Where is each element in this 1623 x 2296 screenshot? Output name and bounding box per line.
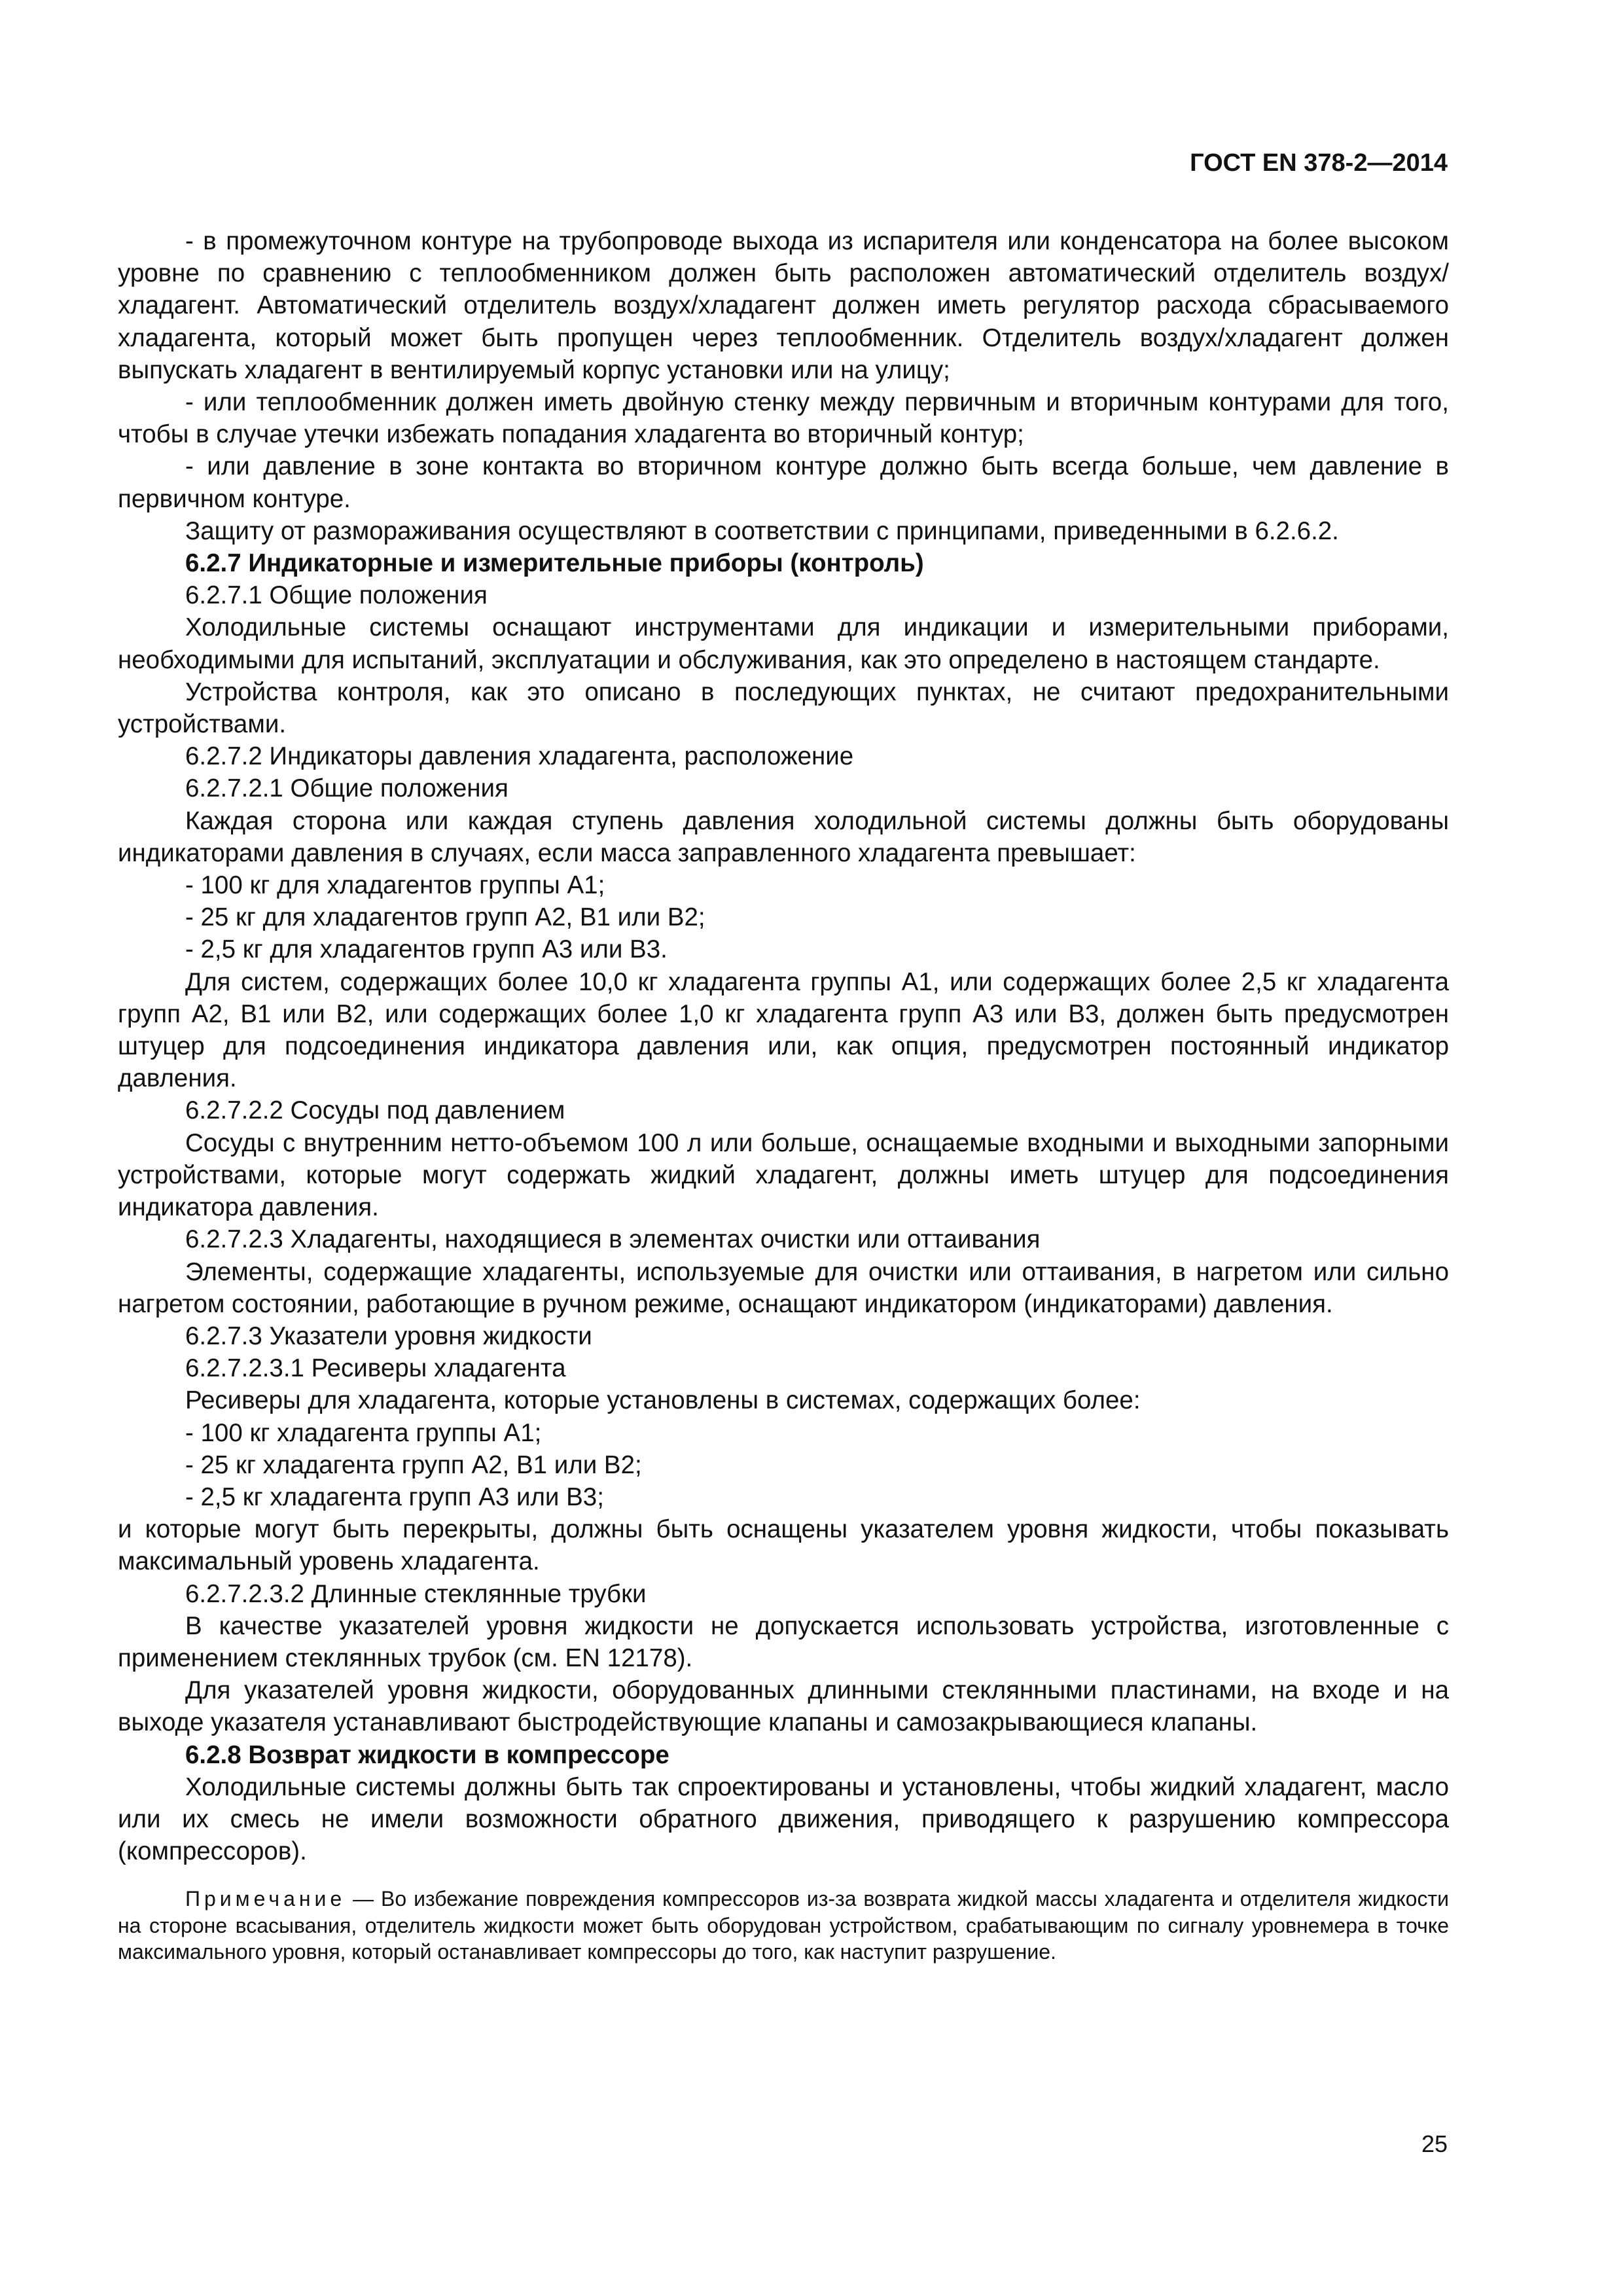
section-heading: 6.2.7 Индикаторные и измерительные приборы (контроль) [185,549,924,578]
paragraph: В качестве указателей уровня жидкости не допускается использовать устройства, изготовленные с применением стеклянных трубок (см. EN 12178). [118,1611,1449,1672]
paragraph: Защиту от размораживания осуществляют в соответствии с принципами, приведенными в 6.2.6.2. [185,516,1339,545]
document-body [118,225,1449,1986]
list-item: - 100 кг хладагента группы А1; [185,1418,542,1447]
list-item: - 2,5 кг для хладагентов групп А3 или В3. [185,935,668,964]
subsection-heading: 6.2.7.3 Указатели уровня жидкости [185,1321,592,1350]
subsection-heading: 6.2.7.1 Общие положения [185,581,488,610]
paragraph: Ресиверы для хладагента, которые установлены в системах, содержащих более: [185,1386,1141,1415]
note [118,1886,1449,1965]
paragraph: Сосуды с внутренним нетто-объемом 100 л или больше, оснащаемые входными и выходными запорными устройствами, которые могут содержать жидкий хладагент, должны иметь штуцер для подсоединения индикатора давления. [118,1128,1449,1222]
page-number: 25 [1421,2130,1448,2157]
subsection-heading: 6.2.7.2.1 Общие положения [185,774,508,803]
subsection-heading: 6.2.7.2.3.1 Ресиверы хладагента [185,1354,566,1383]
subsection-heading: 6.2.7.2.3.2 Длинные стеклянные трубки [185,1579,647,1608]
list-item: - 100 кг для хладагентов группы А1; [185,871,605,900]
section-heading: 6.2.8 Возврат жидкости в компрессоре [185,1740,669,1769]
paragraph: - или давление в зоне контакта во вторичном контуре должно быть всегда больше, чем давление в первичном контуре. [118,452,1449,513]
list-item: - 25 кг для хладагентов групп А2, В1 или В2; [185,903,705,932]
list-item: - 2,5 кг хладагента групп А3 или В3; [185,1482,604,1511]
note-label: Примечание [185,1887,346,1911]
paragraph: Холодильные системы должны быть так спроектированы и установлены, чтобы жидкий хладагент, масло или их смесь не имели возможности обратного движения, приводящего к разрушению компрессора (компрессоров). [118,1772,1449,1866]
paragraph: Для систем, содержащих более 10,0 кг хладагента группы А1, или содержащих более 2,5 кг хладагента групп А2, В1 или В2, или содержащих более 1,0 кг хладагента групп А3 или В3, должен быть предусмотрен штуцер для подсоединения индикатора давления или, как опция, предусмотрен постоянный индикатор давления. [118,967,1449,1093]
subsection-heading: 6.2.7.2 Индикаторы давления хладагента, расположение [185,742,854,771]
paragraph: Холодильные системы оснащают инструментами для индикации и измерительными приборами, необходимыми для испытаний, эксплуатации и обслуживания, как это определено в настоящем стандарте. [118,613,1449,674]
paragraph: и которые могут быть перекрыты, должны быть оснащены указателем уровня жидкости, чтобы показывать максимальный уровень хладагента. [118,1515,1449,1576]
note-text: — Во избежание повреждения компрессоров из-за возврата жидкой массы хладагента и отделителя жидкости на стороне всасывания, отделитель жидкости может быть оборудован устройством, срабатывающим по сигналу уровнемера в точке максимального уровня, который останавливает компрессоры до того, как наступит разрушение. [118,1887,1449,1964]
paragraph: Устройства контроля, как это описано в последующих пунктах, не считают предохранительными устройствами. [118,677,1449,739]
subsection-heading: 6.2.7.2.3 Хладагенты, находящиеся в элементах очистки или оттаивания [185,1225,1041,1254]
paragraph: Для указателей уровня жидкости, оборудованных длинными стеклянными пластинами, на входе и на выходе указателя устанавливают быстродействующие клапаны и самозакрывающиеся клапаны. [118,1676,1449,1737]
paragraph: Каждая сторона или каждая ступень давления холодильной системы должны быть оборудованы индикаторами давления в случаях, если масса заправленного хладагента превышает: [118,806,1449,867]
paragraph: - в промежуточном контуре на трубопроводе выхода из испарителя или конденсатора на более высоком уровне по сравнению с теплообменником должен быть расположен автоматический отделитель воздух/хладагент. Автоматический отделитель воздух/хладагент должен иметь регулятор расхода сбрасываемого хладагента, который может быть пропущен через теплообменник. Отделитель воздух/хладагент должен выпускать хладагент в вентилируемый корпус установки или на улицу; [118,227,1449,384]
paragraph: - или теплообменник должен иметь двойную стенку между первичным и вторичным контурами для того, чтобы в случае утечки избежать попадания хладагента во вторичный контур; [118,388,1449,449]
list-item: - 25 кг хладагента групп А2, В1 или В2; [185,1450,642,1479]
paragraph: Элементы, содержащие хладагенты, используемые для очистки или оттаивания, в нагретом или сильно нагретом состоянии, работающие в ручном режиме, оснащают индикатором (индикаторами) давления. [118,1257,1449,1318]
document-header: ГОСТ EN 378-2—2014 [1190,149,1448,177]
subsection-heading: 6.2.7.2.2 Сосуды под давлением [185,1096,565,1125]
